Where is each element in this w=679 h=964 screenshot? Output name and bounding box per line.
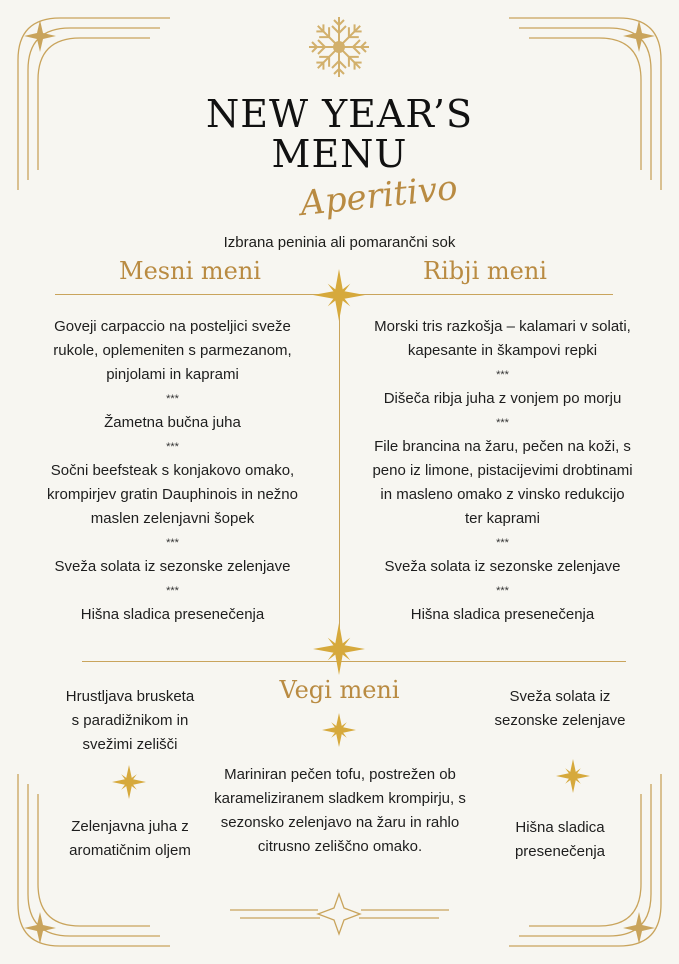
sparkle-icon xyxy=(312,268,366,322)
sparkle-icon xyxy=(321,712,357,748)
menu-item: rukole, oplemeniten s parmezanom, xyxy=(53,342,292,359)
title-line-2: MENU xyxy=(271,132,408,176)
vegi-left-top xyxy=(40,685,220,757)
menu-item: Hišna sladica presenečenja xyxy=(410,606,595,623)
menu-item: krompirjev gratin Dauphinois in nežno xyxy=(47,486,298,503)
menu-item: kapesante in škampovi repki xyxy=(407,342,598,359)
sparkle-icon xyxy=(555,758,591,794)
menu-item: Žametna bučna juha xyxy=(104,414,241,431)
menu-item: Sveža solata iz xyxy=(509,688,611,705)
vegi-right-bottom xyxy=(470,816,650,864)
menu-item: in masleno omako z vinsko redukcijo xyxy=(380,486,625,503)
menu-item: Zelenjavna juha z xyxy=(71,818,189,835)
menu-item: Mariniran pečen tofu, postrežen ob xyxy=(224,766,456,783)
menu-item: Sveža solata iz sezonske zelenjave xyxy=(384,558,621,575)
vegi-center xyxy=(195,763,485,859)
sparkle-icon xyxy=(312,622,366,676)
menu-item: sezonsko zelenjavo na žaru in rahlo xyxy=(220,814,460,831)
menu-item: s paradižnikom in xyxy=(71,712,189,729)
divider-vertical xyxy=(339,300,340,630)
title-line-1: NEW YEAR’S xyxy=(205,92,474,136)
vegi-title: Vegi meni xyxy=(279,676,400,704)
menu-item: Hišna sladica presenečenja xyxy=(80,606,265,623)
separator: *** xyxy=(166,585,179,597)
mesni-items xyxy=(20,315,325,627)
menu-item: Hrustljava brusketa xyxy=(65,688,195,705)
menu-item: aromatičnim oljem xyxy=(69,842,191,859)
menu-item: pinjolami in kaprami xyxy=(106,366,239,383)
menu-item: Goveji carpaccio na posteljici sveže xyxy=(54,318,291,335)
separator: *** xyxy=(496,417,509,429)
menu-item: ter kaprami xyxy=(464,510,541,527)
ribji-items xyxy=(350,315,655,627)
mesni-title: Mesni meni xyxy=(119,257,261,285)
separator: *** xyxy=(166,441,179,453)
menu-item: peno iz limone, pistacijevimi drobtinami xyxy=(372,462,633,479)
menu-item: maslen zelenjavni šopek xyxy=(90,510,255,527)
menu-item: citrusno zeliščno omako. xyxy=(257,838,423,855)
separator: *** xyxy=(166,393,179,405)
ribji-title: Ribji meni xyxy=(423,257,547,285)
sparkle-icon xyxy=(111,764,147,800)
menu-item: svežimi zelišči xyxy=(82,736,178,753)
vegi-left-bottom xyxy=(40,815,220,863)
menu-item: sezonske zelenjave xyxy=(494,712,626,729)
menu-item: File brancina na žaru, pečen na koži, s xyxy=(374,438,631,455)
menu-item: karameliziranem sladkem krompirju, s xyxy=(214,790,466,807)
separator: *** xyxy=(166,537,179,549)
menu-item: Hišna sladica xyxy=(515,819,605,836)
separator: *** xyxy=(496,537,509,549)
menu-item: Sveža solata iz sezonske zelenjave xyxy=(54,558,291,575)
menu-item: presenečenja xyxy=(514,843,606,860)
menu-item: Sočni beefsteak s konjakovo omako, xyxy=(50,462,295,479)
separator: *** xyxy=(496,585,509,597)
menu-item: Dišeča ribja juha z vonjem po morju xyxy=(383,390,622,407)
separator: *** xyxy=(496,369,509,381)
aperitif-text: Izbrana peninia ali pomarančni sok xyxy=(223,234,456,251)
snowflake-icon xyxy=(304,12,374,82)
aperitivo-heading: Aperitivo xyxy=(298,167,460,225)
menu-item: Morski tris razkošja – kalamari v solati, xyxy=(374,318,631,335)
vegi-right-top xyxy=(470,685,650,733)
